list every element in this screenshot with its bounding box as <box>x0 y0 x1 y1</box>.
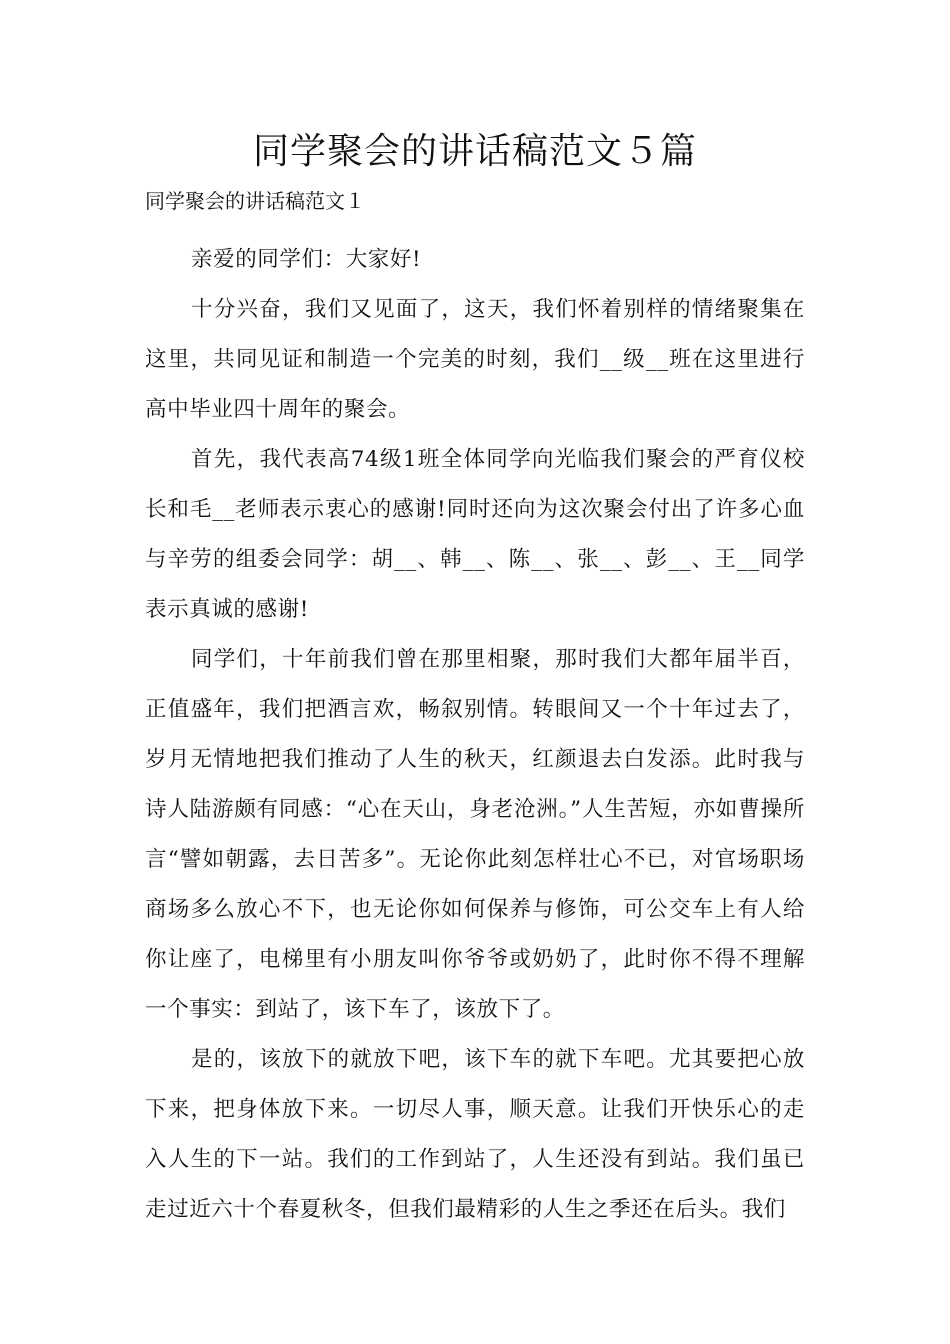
paragraph-thanks: 首先，我代表高74级1班全体同学向光临我们聚会的严育仪校长和毛__老师表示衷心的感谢!同时还向为这次聚会付出了许多心血与辛劳的组委会同学：胡__、韩__、陈__、张__、彭__、王__同学表示真诚的感谢! <box>145 447 805 622</box>
document-title: 同学聚会的讲话稿范文５篇 <box>252 131 697 172</box>
document-body <box>145 235 805 1235</box>
section-heading: 同学聚会的讲话稿范文１ <box>145 189 365 213</box>
paragraph-opening: 十分兴奋，我们又见面了，这天，我们怀着别样的情绪聚集在这里，共同见证和制造一个完美的时刻，我们__级__班在这里进行高中毕业四十周年的聚会。 <box>145 297 805 422</box>
paragraph-letting-go: 是的，该放下的就放下吧，该下车的就下车吧。尤其要把心放下来，把身体放下来。一切尽人事，顺天意。让我们开快乐心的走入人生的下一站。我们的工作到站了，人生还没有到站。我们虽已走过近六十个春夏秋冬，但我们最精彩的人生之季还在后头。我们 <box>145 1047 805 1222</box>
paragraph-reflection: 同学们，十年前我们曾在那里相聚，那时我们大都年届半百，正值盛年，我们把酒言欢，畅叙别情。转眼间又一个十年过去了，岁月无情地把我们推动了人生的秋天，红颜退去白发添。此时我与诗人陆游颇有同感：“心在天山，身老沧洲。”人生苦短，亦如曹操所言“譬如朝露，去日苦多”。无论你此刻怎样壮心不已，对官场职场商场多么放心不下，也无论你如何保养与修饰，可公交车上有人给你让座了，电梯里有小朋友叫你爷爷或奶奶了，此时你不得不理解一个事实：到站了，该下车了，该放下了。 <box>145 647 805 1022</box>
paragraph-greeting: 亲爱的同学们：大家好! <box>191 247 422 272</box>
